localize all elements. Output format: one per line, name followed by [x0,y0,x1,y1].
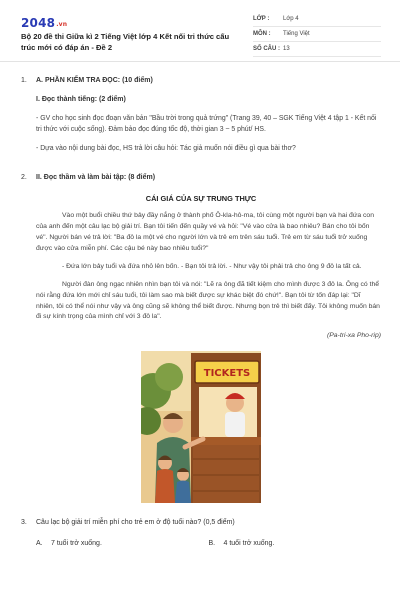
document-title: Bộ 20 đề thi Giữa kì 2 Tiếng Việt lớp 4 Kết nối tri thức cấu trúc mới có đáp án - Đề 2 [21,32,230,52]
site-logo[interactable] [21,15,67,31]
section-number: 1. [21,77,27,84]
story-paragraph: Vào một buổi chiều thứ bảy đầy nắng ở thành phố Ô-kla-hô-ma, tôi cùng một người bạn và hai đứa con của anh đến một câu lạc bộ giải trí. Bạn tôi tiến đến quầy vé và hỏi: "Vé vào cửa là bao nhiêu? Bán cho tôi bốn vé". Người bán vé trả lời: "Ba đô la một vé cho người lớn và trẻ em trên sáu tuổi. Trẻ em từ sáu tuổi trở xuống được vào cửa miễn phí. Các cậu bé này bao nhiêu tuổi?" [36,212,374,253]
document-header [0,0,400,62]
section-1-paragraph-1: - GV cho học sinh đọc đoạn văn bản "Bầu trời trong quả trứng" (Trang 39, 40 – SGK Tiếng Việt 4 tập 1 - Kết nối tri thức với cuộc sống). Đảm bảo đọc đúng tốc độ, thời gian 3 ~ 5 phút/ HS. [36,114,377,133]
meta-key: LỚP : [253,15,270,22]
section-title: II. Đọc thầm và làm bài tập: (8 điểm) [36,173,156,181]
answer-options [36,539,381,548]
document-meta [253,12,381,57]
document-content [21,76,381,548]
question-text: Câu lạc bộ giải trí miễn phí cho trẻ em ở độ tuổi nào? (0,5 điểm) [36,519,235,527]
meta-key: MÔN : [253,30,271,37]
story-author: (Pa-tri-xa Pho-rip) [326,332,381,340]
answer-option-b[interactable] [209,539,382,548]
logo-main: 2048 [21,16,56,30]
story-paragraph: Người đàn ông ngạc nhiên nhìn bạn tôi và nói: "Lẽ ra ông đã tiết kiệm cho mình được 3 đô la. Ông có thể nói rằng đứa lớn mới chỉ sáu tuổi, tôi làm sao mà biết được sự khác biệt đó chứ!". Bạn tôi từ tốn đáp lại: "Dĩ nhiên, tôi có thể nói như vậy và ông cũng sẽ không thể biết được. Nhưng bọn trẻ thì biết đấy. Tôi không muốn bán đi sự kính trọng của mình chỉ với 3 đô la". [36,280,380,321]
meta-row-subject [253,27,381,42]
meta-value: Lớp 4 [283,15,299,22]
answer-text: 7 tuổi trở xuống. [51,539,102,547]
booth-sign-text: TICKETS [203,368,251,380]
section-2-heading [21,173,381,182]
section-number: 2. [21,173,27,181]
logo-sub: .vn [56,21,68,28]
ticket-booth-illustration [141,351,261,503]
section-1-heading [21,76,381,85]
question-3 [21,518,381,527]
meta-value: Tiếng Việt [283,30,310,37]
meta-key: SỐ CÂU : [253,45,280,52]
meta-row-question-count [253,42,381,57]
answer-option-a[interactable] [36,539,209,548]
story-title: CÁI GIÁ CỦA SỰ TRUNG THỰC [145,194,257,204]
section-title: A. PHẦN KIỂM TRA ĐỌC: (10 điểm) [36,77,153,84]
section-1-subtitle: I. Đọc thành tiếng: (2 điểm) [36,96,126,104]
meta-row-grade [253,12,381,27]
answer-text: 4 tuổi trở xuống. [223,539,275,547]
answer-label: A. [36,539,43,547]
story-paragraph: - Đứa lớn bảy tuổi và đứa nhỏ lên bốn. - Bạn tôi trả lời. - Như vậy tôi phải trả cho ông 9 đô la tất cả. [62,262,362,270]
meta-value: 13 [283,45,290,52]
section-1-paragraph-2: - Dựa vào nội dung bài đọc, HS trả lời câu hỏi: Tác giả muốn nói điều gì qua bài thơ? [36,145,296,153]
answer-label: B. [208,539,216,547]
question-number: 3. [21,519,27,527]
